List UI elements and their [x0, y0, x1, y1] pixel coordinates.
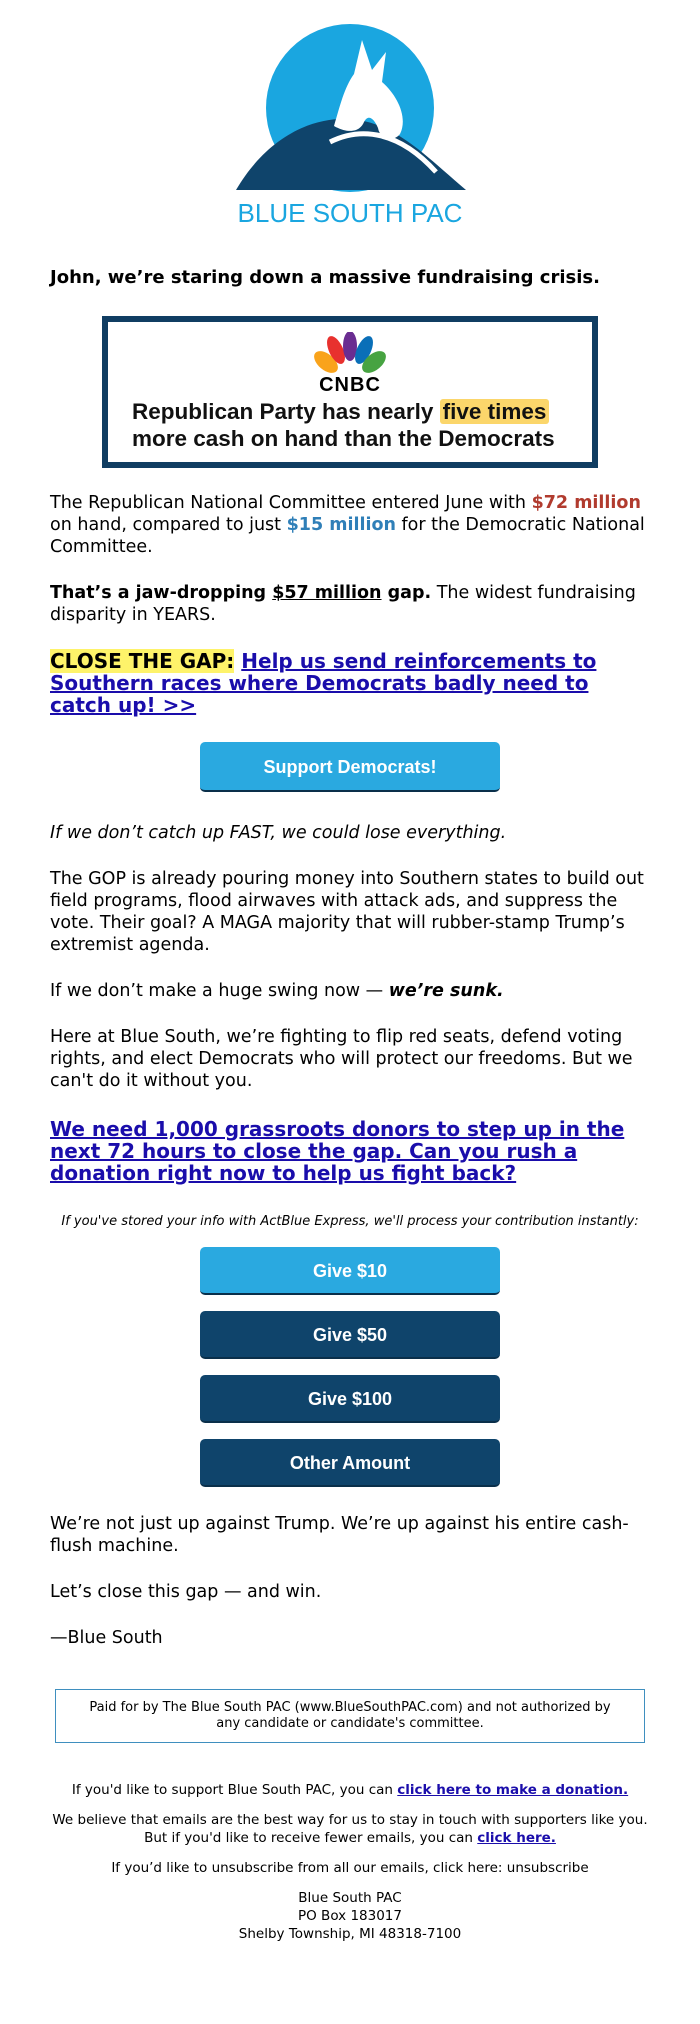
cnbc-headline-image[interactable] — [102, 316, 598, 468]
signoff: —Blue South — [50, 1628, 163, 1648]
other-amount-button[interactable]: Other Amount — [200, 1439, 500, 1487]
paragraph-rnc-cash: The Republican National Committee entered June with $72 million on hand, compared to just $15 million for the Democratic National Committee. — [50, 493, 645, 557]
close-the-gap-cta — [50, 650, 650, 716]
paragraph-gop-spending: The GOP is already pouring money into Southern states to build out field programs, flood airwaves with attack ads, and suppress the vote. Their goal? A MAGA majority that will rubber-stamp Trump’s extremist agenda. — [50, 869, 644, 955]
give-10-button[interactable]: Give $10 — [200, 1247, 500, 1295]
paragraph-sunk: If we don’t make a huge swing now — we’re sunk. — [50, 981, 504, 1001]
reinforcements-link[interactable]: Help us send reinforcements to Southern races where Democrats badly need to catch up! >> — [50, 649, 597, 717]
paragraph-trump-machine: We’re not just up against Trump. We’re up against his entire cash-flush machine. — [50, 1514, 629, 1556]
footer-support: If you'd like to support Blue South PAC, you can click here to make a donation. — [71, 1782, 629, 1798]
brand-name: BLUE SOUTH PAC — [237, 198, 463, 228]
footer-fewer-emails: We believe that emails are the best way for us to stay in touch with supporters like you. But if you'd like to receive fewer emails, you can click here. — [52, 1812, 648, 1846]
footer-unsubscribe[interactable]: If you’d like to unsubscribe from all our emails, click here: unsubscribe — [111, 1860, 589, 1876]
footer-address: Blue South PAC PO Box 183017 Shelby Township, MI 48318-7100 — [238, 1890, 462, 1942]
disclaimer-text: Paid for by The Blue South PAC (www.BlueSouthPAC.com) and not authorized by any candidate or candidate's committee. — [89, 1700, 611, 1731]
paragraph-gap: That’s a jaw-dropping $57 million gap. The widest fundraising disparity in YEARS. — [50, 583, 636, 625]
give-100-button[interactable]: Give $100 — [200, 1375, 500, 1423]
paragraph-catch-up: If we don’t catch up FAST, we could lose everything. — [50, 823, 507, 843]
disclaimer-box — [55, 1689, 645, 1743]
gop-amount: $72 million — [531, 493, 641, 513]
dem-amount: $15 million — [286, 515, 396, 535]
footer — [50, 1781, 650, 1943]
grassroots-donation-link[interactable]: We need 1,000 grassroots donors to step up in the next 72 hours to close the gap. Can you rush a donation right now to help us fight back? — [50, 1117, 625, 1185]
support-democrats-button[interactable]: Support Democrats! — [200, 742, 500, 792]
make-donation-link[interactable]: click here to make a donation. — [397, 1782, 629, 1798]
email-body — [50, 22, 650, 1943]
intro-line: John, we’re staring down a massive fundraising crisis. — [50, 267, 600, 288]
donation-buttons — [50, 1247, 650, 1487]
grassroots-cta — [50, 1118, 650, 1184]
paragraph-close-gap: Let’s close this gap — and win. — [50, 1582, 322, 1602]
gap-amount: $57 million — [272, 583, 382, 603]
cnbc-wordmark: CNBC — [319, 374, 381, 396]
actblue-note: If you've stored your info with ActBlue Express, we'll process your contribution instantly: — [61, 1214, 639, 1229]
highlight-five-times: five times — [440, 399, 550, 424]
cnbc-peacock-icon — [312, 332, 388, 376]
paragraph-blue-south-mission: Here at Blue South, we’re fighting to flip red seats, defend voting rights, and elect Democrats who will protect our freedoms. But we can't do it without you. — [50, 1027, 633, 1091]
cnbc-headline: Republican Party has nearly five times more cash on hand than the Democrats — [132, 399, 555, 451]
give-50-button[interactable]: Give $50 — [200, 1311, 500, 1359]
cta-label: CLOSE THE GAP: — [50, 649, 235, 673]
blue-south-logo — [230, 22, 470, 232]
fewer-emails-link[interactable]: click here. — [477, 1830, 556, 1846]
